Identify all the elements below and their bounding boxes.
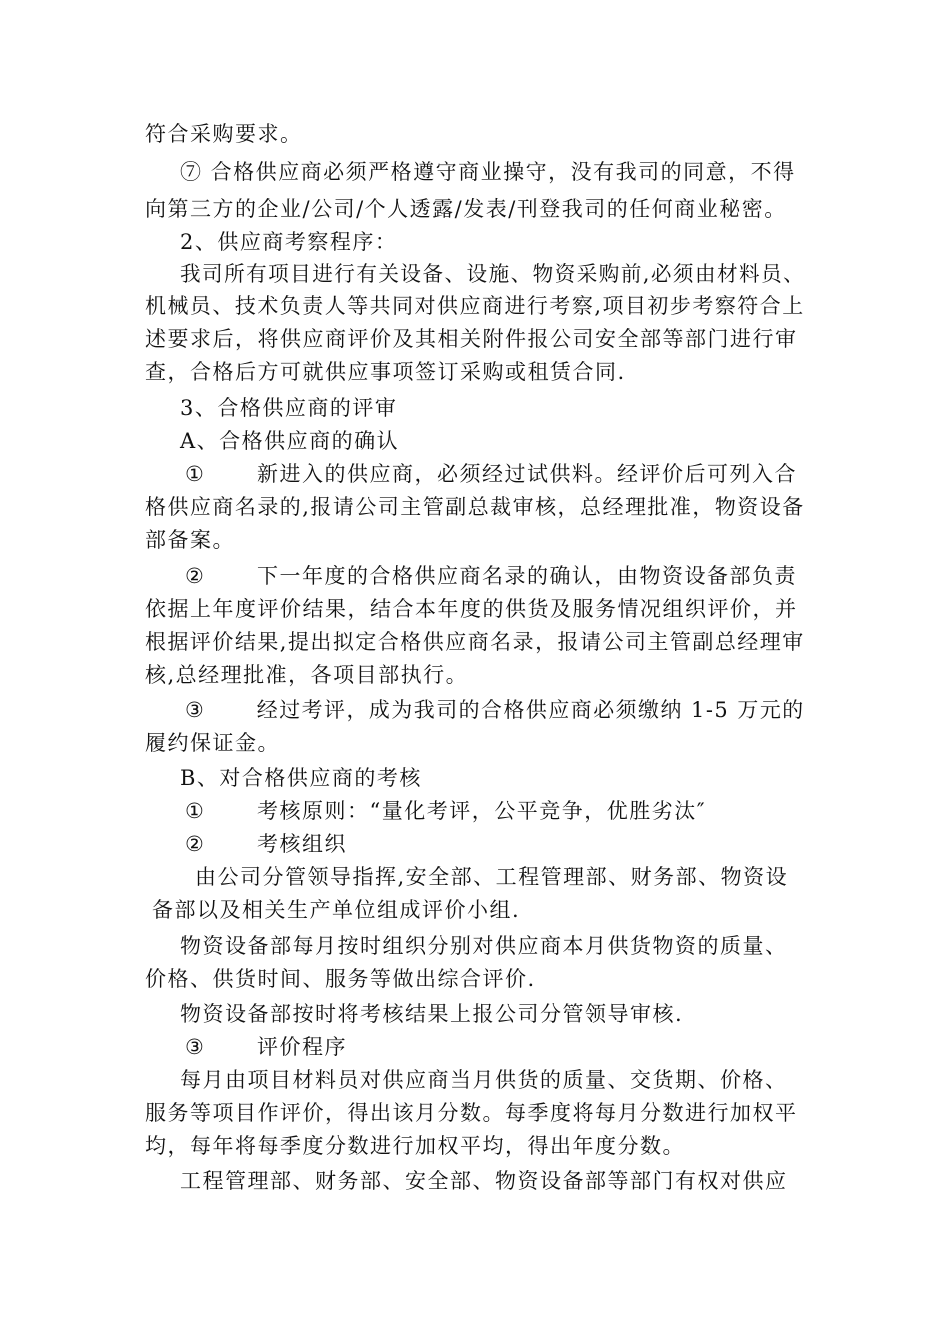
text-line: 向第三方的企业/公司/个人透露/发表/刊登我司的任何商业秘密。 — [145, 197, 787, 221]
list-item — [185, 562, 797, 590]
text-line: 工程管理部、财务部、安全部、物资设备部等部门有权对供应 — [180, 1169, 788, 1193]
text-line: 履约保证金。 — [145, 731, 280, 755]
list-item-text: 考核原则：“量化考评，公平竞争，优胜劣汰″ — [257, 799, 707, 823]
text-line: 述要求后，将供应商评价及其相关附件报公司安全部等部门进行审 — [145, 327, 798, 351]
item-marker: ② — [185, 564, 206, 588]
item-marker: ③ — [185, 698, 206, 722]
list-item — [185, 460, 797, 488]
item-marker: ① — [185, 462, 206, 486]
list-item-text: 下一年度的合格供应商名录的确认，由物资设备部负责 — [257, 564, 797, 588]
list-item-text: 经过考评，成为我司的合格供应商必须缴纳 1-5 万元的 — [256, 698, 805, 722]
subsection-heading: A、合格供应商的确认 — [180, 429, 400, 453]
text-line: 部备案。 — [145, 528, 235, 552]
text-line: 由公司分管领导指挥,安全部、工程管理部、财务部、物资设 — [195, 865, 789, 889]
item-marker: ③ — [185, 1035, 206, 1059]
text-line: 符合采购要求。 — [145, 122, 303, 146]
text-line: 根据评价结果,提出拟定合格供应商名录，报请公司主管副总经理审 — [145, 630, 805, 654]
list-item — [185, 797, 706, 825]
text-line: 服务等项目作评价，得出该月分数。每季度将每月分数进行加权平 — [145, 1101, 798, 1125]
list-item-text: 考核组织 — [257, 832, 347, 856]
text-line: 物资设备部按时将考核结果上报公司分管领导审核. — [180, 1002, 684, 1026]
text-line: 查，合格后方可就供应事项签订采购或租赁合同. — [145, 360, 626, 384]
subsection-heading: B、对合格供应商的考核 — [180, 766, 422, 790]
section-heading: 3、合格供应商的评审 — [180, 396, 398, 420]
list-item — [185, 1033, 347, 1061]
text-line: 每月由项目材料员对供应商当月供货的质量、交货期、价格、 — [180, 1068, 788, 1092]
list-item — [185, 696, 805, 724]
text-line: 格供应商名录的,报请公司主管副总裁审核，总经理批准，物资设备 — [145, 495, 805, 519]
section-heading: 2、供应商考察程序： — [180, 230, 398, 254]
list-item — [185, 830, 347, 858]
item-marker: ① — [185, 799, 206, 823]
text-line: 价格、供货时间、服务等做出综合评价. — [145, 967, 536, 991]
text-line: 我司所有项目进行有关设备、设施、物资采购前,必须由材料员、 — [180, 262, 806, 286]
text-line: 核,总经理批准，各项目部执行。 — [145, 663, 469, 687]
text-line: 依据上年度评价结果，结合本年度的供货及服务情况组织评价，并 — [145, 597, 798, 621]
item-marker: ② — [185, 832, 206, 856]
list-item-text: 评价程序 — [257, 1035, 347, 1059]
text-line: 物资设备部每月按时组织分别对供应商本月供货物资的质量、 — [180, 934, 788, 958]
text-line: 机械员、技术负责人等共同对供应商进行考察,项目初步考察符合上 — [145, 294, 805, 318]
list-item-text: 新进入的供应商，必须经过试供料。经评价后可列入合 — [257, 462, 797, 486]
text-line: 均，每年将每季度分数进行加权平均，得出年度分数。 — [145, 1134, 685, 1158]
text-line: 备部以及相关生产单位组成评价小组. — [152, 898, 521, 922]
text-line: ⑦ 合格供应商必须严格遵守商业操守，没有我司的同意，不得 — [180, 160, 796, 184]
